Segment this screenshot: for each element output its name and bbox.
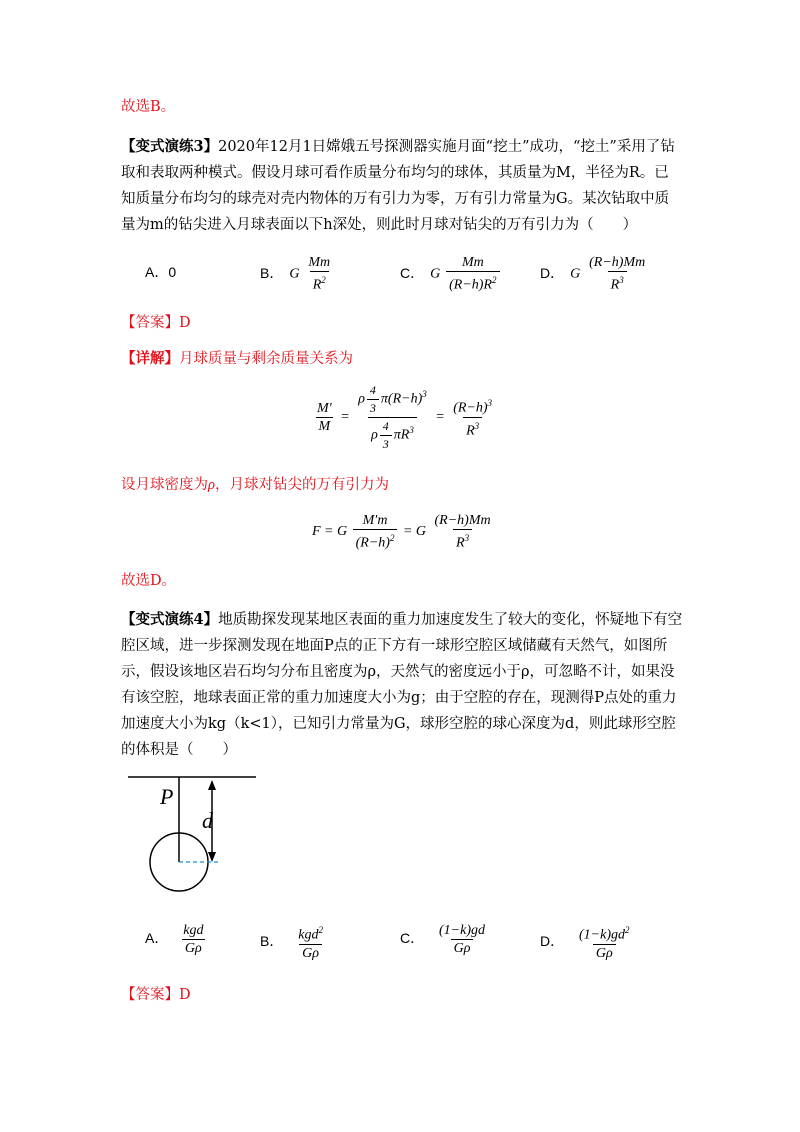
q4-option-b: B． $\frac{kgd^2}{G\rho}$ bbox=[260, 925, 323, 961]
question-3 bbox=[121, 134, 683, 238]
q4-option-d: D． $\frac{(1-k)gd^2}{G\rho}$ bbox=[540, 925, 630, 961]
label-d: d bbox=[202, 808, 213, 833]
q3-tag: 【变式演练3】 bbox=[121, 138, 219, 155]
q3-option-a: A．0 bbox=[145, 264, 177, 280]
cavity-diagram bbox=[120, 770, 270, 900]
q4-tag: 【变式演练4】 bbox=[121, 611, 219, 628]
q4-option-c: C． $\frac{(1-k)gd}{G\rho}$ bbox=[400, 923, 486, 956]
q3-text: 2020年12月1日嫦娥五号探测器实施月面“挖土”成功，“挖土”采用了钻取和表取两种模式。假设月球可看作质量分布均匀的球体，其质量为M，半径为R。已知质量分布均匀的球壳对壳内物体的万有引力为零，万有引力常量为G。某次钻取中质量为m的钻尖进入月球表面以下h深处，则此时月球对钻尖的万有引力为（ ） bbox=[121, 139, 675, 233]
question-4 bbox=[121, 607, 683, 763]
answer-3: 【答案】D bbox=[121, 315, 191, 331]
q4-option-a: A． $\frac{\text{kgd}}{G\rho}$ bbox=[145, 923, 204, 956]
q3-option-b: B． G $\frac{Mm}{R^2}$ bbox=[260, 255, 331, 293]
label-P: P bbox=[160, 784, 174, 809]
q3-option-d: D． G $\frac{(R-h)Mm}{R^3}$ bbox=[540, 255, 646, 293]
answer-4: 【答案】D bbox=[121, 987, 191, 1003]
equation-gravity: F = G $\frac{M'm}{(R-h)^2}$ = G $\frac{(R-h)Mm}{R^3}$ bbox=[312, 513, 491, 551]
arrow-down-head bbox=[208, 852, 216, 862]
detail-3-line2: 设月球密度为ρ，月球对钻尖的万有引力为 bbox=[121, 477, 389, 493]
q3-option-c: C． G $\frac{Mm}{(R-h)R^2}$ bbox=[400, 254, 502, 294]
detail-3: 【详解】月球质量与剩余质量关系为 bbox=[121, 350, 353, 367]
q4-text: 地质勘探发现某地区表面的重力加速度发生了较大的变化，怀疑地下有空腔区域，进一步探测发现在地面P点的正下方有一球形空腔区域储藏有天然气，如图所示，假设该地区岩石均匀分布且密度为ρ，天然气的密度远小于ρ，可忽略不计，如果没有该空腔，地球表面正常的重力加速度大小为g；由于空腔的存在，现测得P点处的重力加速度大小为kg（k<1），已知引力常量为G，球形空腔的球心深度为d，则此球形空腔的体积是（ ） bbox=[121, 612, 683, 758]
equation-mass-ratio: $\frac{M'}{M}$ = ρ $\frac{4}{3}$ $\pi(R-h)^3$ ρ $\frac{4}{3}$ $\pi R^3$ = $\frac{(R-h)^3}{R^3}$ bbox=[317, 383, 493, 451]
arrow-up-head bbox=[208, 780, 216, 790]
conclusion-line-3: 故选D。 bbox=[121, 573, 177, 589]
conclusion-line: 故选B。 bbox=[121, 99, 176, 115]
